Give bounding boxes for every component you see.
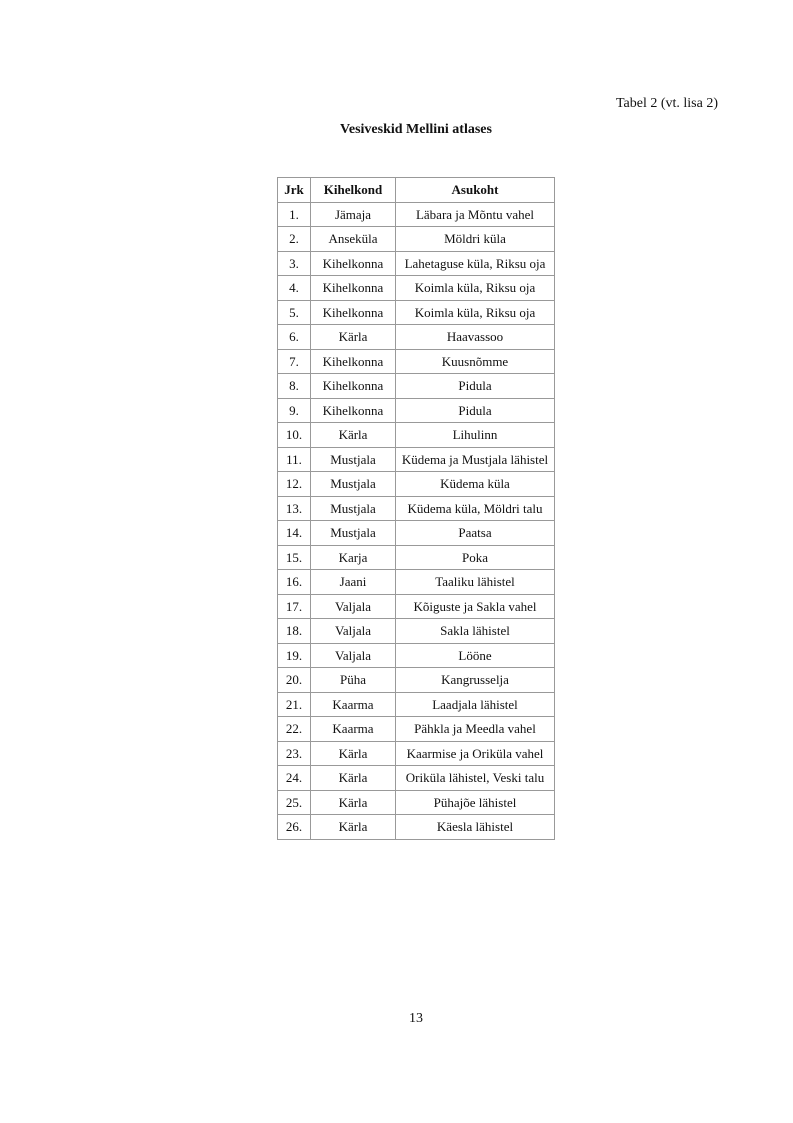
- cell-jrk: 6.: [278, 325, 311, 350]
- cell-kihelkond: Kihelkonna: [311, 276, 396, 301]
- table-row: [278, 790, 555, 815]
- cell-jrk: 1.: [278, 202, 311, 227]
- cell-jrk: 14.: [278, 521, 311, 546]
- table-row: [278, 374, 555, 399]
- cell-jrk: 2.: [278, 227, 311, 252]
- table-title: Vesiveskid Mellini atlases: [340, 122, 492, 137]
- table-row: [278, 545, 555, 570]
- table-row: [278, 447, 555, 472]
- cell-asukoht: Oriküla lähistel, Veski talu: [396, 766, 555, 791]
- cell-jrk: 9.: [278, 398, 311, 423]
- cell-jrk: 8.: [278, 374, 311, 399]
- table-row: [278, 766, 555, 791]
- cell-asukoht: Pidula: [396, 398, 555, 423]
- table-row: [278, 300, 555, 325]
- header-kihelkond: Kihelkond: [311, 178, 396, 203]
- cell-kihelkond: Valjala: [311, 643, 396, 668]
- cell-jrk: 22.: [278, 717, 311, 742]
- cell-kihelkond: Mustjala: [311, 472, 396, 497]
- cell-asukoht: Kuusnõmme: [396, 349, 555, 374]
- table-row: [278, 692, 555, 717]
- cell-asukoht: Käesla lähistel: [396, 815, 555, 840]
- cell-kihelkond: Valjala: [311, 619, 396, 644]
- table-row: [278, 472, 555, 497]
- watermills-table: [277, 177, 555, 840]
- cell-kihelkond: Valjala: [311, 594, 396, 619]
- cell-jrk: 25.: [278, 790, 311, 815]
- cell-asukoht: Lihulinn: [396, 423, 555, 448]
- table-row: [278, 202, 555, 227]
- table-row: [278, 815, 555, 840]
- cell-asukoht: Kangrusselja: [396, 668, 555, 693]
- cell-kihelkond: Kaarma: [311, 692, 396, 717]
- cell-asukoht: Kõiguste ja Sakla vahel: [396, 594, 555, 619]
- cell-asukoht: Küdema ja Mustjala lähistel: [396, 447, 555, 472]
- cell-asukoht: Küdema küla, Möldri talu: [396, 496, 555, 521]
- table-header-row: [278, 178, 555, 203]
- cell-asukoht: Läbara ja Mõntu vahel: [396, 202, 555, 227]
- table-row: [278, 741, 555, 766]
- cell-kihelkond: Kihelkonna: [311, 300, 396, 325]
- cell-jrk: 18.: [278, 619, 311, 644]
- table-row: [278, 423, 555, 448]
- cell-kihelkond: Kihelkonna: [311, 251, 396, 276]
- cell-jrk: 21.: [278, 692, 311, 717]
- cell-asukoht: Pähkla ja Meedla vahel: [396, 717, 555, 742]
- cell-jrk: 19.: [278, 643, 311, 668]
- cell-asukoht: Paatsa: [396, 521, 555, 546]
- cell-kihelkond: Püha: [311, 668, 396, 693]
- cell-jrk: 17.: [278, 594, 311, 619]
- table-row: [278, 251, 555, 276]
- cell-asukoht: Laadjala lähistel: [396, 692, 555, 717]
- cell-jrk: 4.: [278, 276, 311, 301]
- cell-asukoht: Haavassoo: [396, 325, 555, 350]
- table-reference: Tabel 2 (vt. lisa 2): [615, 96, 718, 111]
- cell-asukoht: Koimla küla, Riksu oja: [396, 276, 555, 301]
- table-row: [278, 594, 555, 619]
- table-row: [278, 643, 555, 668]
- table-row: [278, 227, 555, 252]
- cell-asukoht: Pühajõe lähistel: [396, 790, 555, 815]
- cell-kihelkond: Kärla: [311, 325, 396, 350]
- cell-jrk: 26.: [278, 815, 311, 840]
- cell-jrk: 20.: [278, 668, 311, 693]
- cell-jrk: 11.: [278, 447, 311, 472]
- table-row: [278, 717, 555, 742]
- cell-jrk: 10.: [278, 423, 311, 448]
- cell-asukoht: Poka: [396, 545, 555, 570]
- table-row: [278, 398, 555, 423]
- cell-jrk: 23.: [278, 741, 311, 766]
- cell-asukoht: Küdema küla: [396, 472, 555, 497]
- table-row: [278, 276, 555, 301]
- cell-asukoht: Taaliku lähistel: [396, 570, 555, 595]
- cell-asukoht: Lööne: [396, 643, 555, 668]
- cell-kihelkond: Jaani: [311, 570, 396, 595]
- header-jrk: Jrk: [278, 178, 311, 203]
- cell-jrk: 16.: [278, 570, 311, 595]
- cell-jrk: 24.: [278, 766, 311, 791]
- cell-kihelkond: Karja: [311, 545, 396, 570]
- table-row: [278, 521, 555, 546]
- cell-asukoht: Sakla lähistel: [396, 619, 555, 644]
- cell-kihelkond: Kihelkonna: [311, 398, 396, 423]
- cell-jrk: 13.: [278, 496, 311, 521]
- cell-kihelkond: Kärla: [311, 423, 396, 448]
- cell-kihelkond: Kaarma: [311, 717, 396, 742]
- header-asukoht: Asukoht: [396, 178, 555, 203]
- cell-kihelkond: Kärla: [311, 766, 396, 791]
- table-row: [278, 619, 555, 644]
- cell-jrk: 5.: [278, 300, 311, 325]
- cell-jrk: 3.: [278, 251, 311, 276]
- cell-asukoht: Pidula: [396, 374, 555, 399]
- cell-asukoht: Koimla küla, Riksu oja: [396, 300, 555, 325]
- cell-asukoht: Lahetaguse küla, Riksu oja: [396, 251, 555, 276]
- table-row: [278, 496, 555, 521]
- cell-kihelkond: Kihelkonna: [311, 374, 396, 399]
- cell-kihelkond: Anseküla: [311, 227, 396, 252]
- table-row: [278, 570, 555, 595]
- cell-kihelkond: Mustjala: [311, 521, 396, 546]
- page-number: 13: [409, 1011, 423, 1026]
- cell-asukoht: Kaarmise ja Oriküla vahel: [396, 741, 555, 766]
- cell-kihelkond: Kärla: [311, 790, 396, 815]
- cell-kihelkond: Jämaja: [311, 202, 396, 227]
- cell-kihelkond: Kärla: [311, 741, 396, 766]
- cell-kihelkond: Mustjala: [311, 496, 396, 521]
- table-row: [278, 325, 555, 350]
- cell-kihelkond: Mustjala: [311, 447, 396, 472]
- cell-asukoht: Möldri küla: [396, 227, 555, 252]
- table-row: [278, 668, 555, 693]
- cell-jrk: 7.: [278, 349, 311, 374]
- cell-jrk: 15.: [278, 545, 311, 570]
- cell-jrk: 12.: [278, 472, 311, 497]
- cell-kihelkond: Kärla: [311, 815, 396, 840]
- cell-kihelkond: Kihelkonna: [311, 349, 396, 374]
- table-row: [278, 349, 555, 374]
